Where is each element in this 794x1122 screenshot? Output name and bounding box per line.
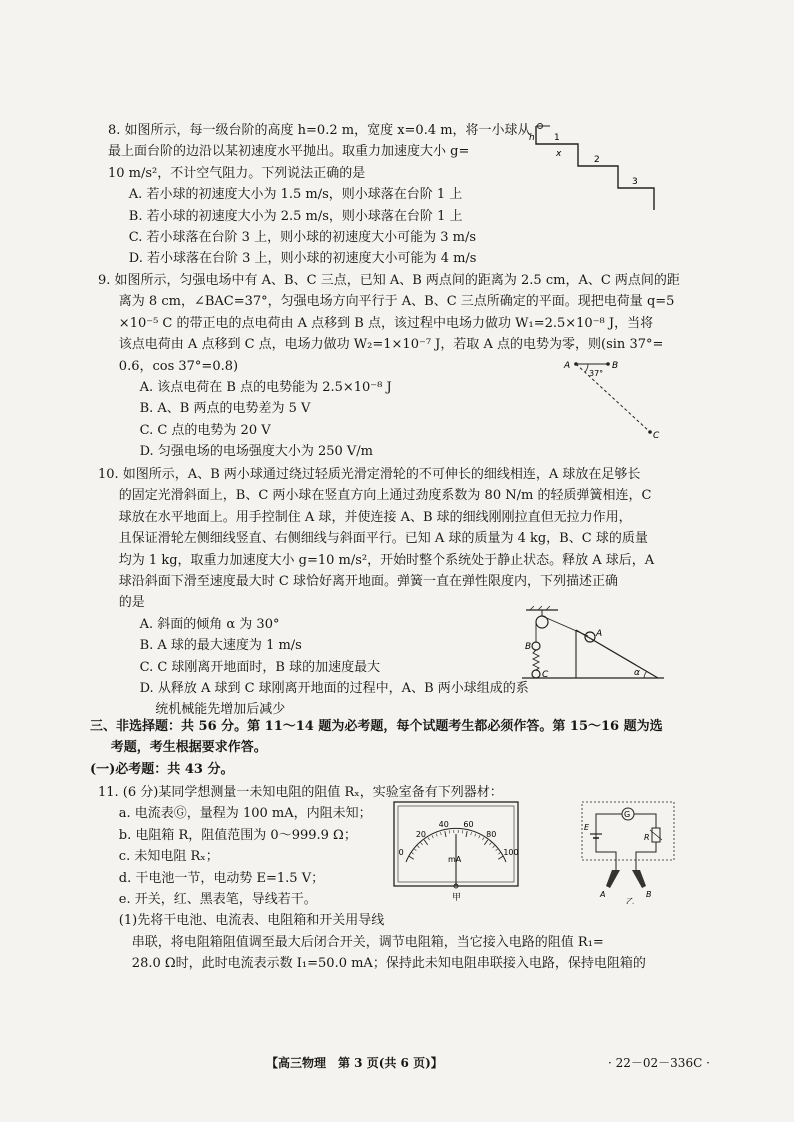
meter-minor-tick: [498, 852, 500, 854]
meter-minor-tick: [479, 835, 480, 838]
q11-item-a: a. 电流表Ⓖ，量程为 100 mA，内阻未知；: [118, 806, 372, 822]
q10-line-2: 的固定光滑斜面上，B、C 两小球在竖直方向上通过劲度系数为 80 N/m 的轻质弹簧相连，C: [118, 488, 652, 504]
q8-option-d: D. 若小球落在台阶 3 上，则小球的初速度大小可能为 4 m/s: [128, 251, 477, 267]
pulley-incline-figure: [520, 606, 668, 682]
q8-option-b: B. 若小球的初速度大小为 2.5 m/s，则小球落在台阶 1 上: [128, 208, 463, 224]
q10-option-b: B. A 球的最大速度为 1 m/s: [139, 638, 302, 654]
meter-minor-tick: [432, 835, 433, 838]
q10-option-d: D. 从释放 A 球到 C 球刚离开地面的过程中，A、B 两小球组成的系: [139, 681, 529, 697]
meter-figure: [392, 800, 520, 904]
q10-line-5: 均为 1 kg，取重力加速度大小 g=10 m/s²，开始时整个系统处于静止状态。释放 A 球后，A: [118, 552, 655, 568]
emf-label: E: [584, 823, 590, 832]
meter-minor-tick: [421, 843, 423, 845]
meter-minor-tick: [471, 832, 472, 835]
section-3-sub: (一)必考题：共 43 分。: [90, 761, 234, 777]
alpha-label: α: [634, 668, 640, 678]
ball-b-label: B: [525, 642, 532, 652]
abc-figure: [560, 356, 664, 442]
footer-page-info: 【高三物理 第 3 页(共 6 页)】: [266, 1056, 443, 1070]
q10-line-7: 的是: [118, 595, 145, 611]
q8-line-2: 最上面台阶的边沿以某初速度水平抛出。取重力加速度大小 g=: [108, 144, 470, 160]
ball-c-label: C: [542, 670, 549, 680]
q11-item-e: e. 开关，红、黑表笔，导线若干。: [118, 892, 317, 908]
q8-line-1: 8. 如图所示，每一级台阶的高度 h=0.2 m，宽度 x=0.4 m，将一小球从: [108, 123, 531, 138]
q11-part1-line-2: 串联，将电阻箱阻值调至最大后闭合开关，调节电阻箱，当它接入电路的阻值 R₁=: [131, 934, 604, 950]
meter-minor-tick: [496, 849, 498, 851]
resistor-label: R: [644, 833, 650, 842]
point-a-label: A: [564, 361, 571, 371]
meter-minor-tick: [493, 846, 495, 848]
ball-a-label: A: [596, 629, 603, 639]
q11-item-c: c. 未知电阻 Rₓ；: [118, 849, 219, 865]
question-10: [98, 464, 678, 721]
probe-a-label: A: [600, 890, 606, 899]
meter-minor-tick: [475, 834, 476, 837]
meter-major-tick: [445, 831, 446, 837]
q9-option-c: C. C 点的电势为 20 V: [139, 422, 271, 438]
meter-minor-tick: [436, 834, 437, 837]
galvanometer-label: G: [624, 810, 631, 819]
q10-option-a: A. 斜面的倾角 α 为 30°: [139, 616, 280, 632]
meter-minor-tick: [440, 832, 441, 835]
probe-b-label: B: [646, 890, 652, 899]
stair-2-label: 2: [594, 155, 600, 165]
q10-line-6: 球沿斜面下滑至速度最大时 C 球恰好离开地面。弹簧一直在弹性限度内，下列描述正确: [118, 574, 619, 590]
point-b-label: B: [612, 361, 619, 371]
q9-line-3: ×10⁻⁵ C 的带正电的点电荷由 A 点移到 B 点，该过程中电场力做功 W₁=2.5×10⁻⁸ J，当将: [118, 315, 654, 331]
section-3-line-2: 考题，考生根据要求作答。: [110, 740, 267, 756]
meter-tick-label: 0: [398, 847, 404, 857]
q9-line-5: 0.6，cos 37°=0.8): [118, 358, 239, 374]
meter-major-tick: [484, 840, 487, 845]
q8-option-c: C. 若小球落在台阶 3 上，则小球的初速度大小可能为 3 m/s: [128, 230, 476, 246]
circuit-caption: 乙: [626, 897, 634, 904]
stair-1-label: 1: [554, 133, 560, 143]
staircase-figure: [528, 122, 662, 214]
meter-minor-tick: [428, 837, 429, 840]
q9-line-4: 该点电荷由 A 点移到 C 点，电场力做功 W₂=1×10⁻⁷ J，若取 A 点的电势为零，则(sin 37°=: [118, 337, 664, 353]
q11-part1-line-3: 28.0 Ω时，此时电流表示数 I₁=50.0 mA；保持此未知电阻串联接入电路，保持电阻箱的: [131, 956, 646, 972]
q10-line-4: 且保证滑轮左侧细线竖直、右侧细线与斜面平行。已知 A 球的质量为 4 kg，B、C 球的质量: [118, 531, 648, 547]
q11-part1-line-1: (1)先将干电池、电流表、电阻箱和开关用导线: [118, 913, 385, 929]
meter-unit-label: mA: [448, 855, 462, 864]
footer-code: · 22－02－336C ·: [608, 1056, 710, 1070]
meter-tick-label: 20: [415, 829, 427, 839]
stair-h-label: h: [529, 133, 535, 143]
meter-minor-tick: [414, 849, 416, 851]
meter-major-tick: [409, 856, 414, 859]
q9-line-2: 离为 8 cm，∠BAC=37°，匀强电场方向平行于 A、B、C 三点所确定的平面。现把电荷量 q=5: [118, 294, 675, 310]
q10-line-3: 球放在水平地面上。用手控制住 A 球，并使连接 A、B 球的细线刚刚拉直但无拉力作用，: [118, 509, 632, 525]
q10-option-c: C. C 球刚离开地面时，B 球的加速度最大: [139, 659, 381, 675]
meter-tick-label: 60: [463, 820, 474, 830]
stair-3-label: 3: [632, 177, 638, 187]
meter-tick-label: 100: [503, 847, 519, 857]
meter-tick-label: 80: [486, 829, 497, 839]
q8-line-3: 10 m/s²，不计空气阻力。下列说法正确的是: [108, 165, 366, 181]
q10-option-d-cont: 统机械能先增加后减少: [155, 702, 286, 718]
q11-title: 11. (6 分)某同学想测量一未知电阻的阻值 Rₓ，实验室备有下列器材：: [98, 785, 503, 800]
meter-minor-tick: [482, 837, 483, 840]
q11-item-b: b. 电阻箱 R，阻值范围为 0～999.9 Ω；: [118, 827, 357, 843]
section-3-line-1: 三、非选择题：共 56 分。第 11～14 题为必考题，每个试题考生都必须作答。第 15～16 题为选: [90, 719, 663, 734]
q8-option-a: A. 若小球的初速度大小为 1.5 m/s，则小球落在台阶 1 上: [128, 187, 463, 203]
meter-major-tick: [424, 840, 427, 845]
q11-item-d: d. 干电池一节，电动势 E=1.5 V；: [118, 870, 325, 886]
meter-tick-label: 40: [438, 820, 449, 830]
point-c-label: C: [653, 431, 660, 441]
meter-caption: 甲: [452, 893, 462, 903]
meter-minor-tick: [417, 846, 419, 848]
q9-line-1: 9. 如图所示，匀强电场中有 A、B、C 三点，已知 A、B 两点间的距离为 2.5 cm，A、C 两点间的距: [98, 273, 680, 288]
section-3: [90, 716, 690, 780]
q10-line-1: 10. 如图所示，A、B 两小球通过绕过轻质光滑定滑轮的不可伸长的细线相连，A 球放在足够长: [98, 467, 641, 482]
q9-option-d: D. 匀强电场的电场强度大小为 250 V/m: [139, 444, 373, 460]
meter-major-tick: [466, 831, 467, 837]
q9-option-b: B. A、B 两点的电势差为 5 V: [139, 401, 311, 417]
q9-option-a: A. 该点电荷在 B 点的电势能为 2.5×10⁻⁸ J: [139, 380, 392, 396]
circuit-figure: [576, 800, 682, 904]
meter-minor-tick: [411, 852, 413, 854]
stair-x-label: x: [556, 149, 562, 159]
angle-label: 37°: [589, 369, 604, 378]
meter-minor-tick: [489, 843, 491, 845]
